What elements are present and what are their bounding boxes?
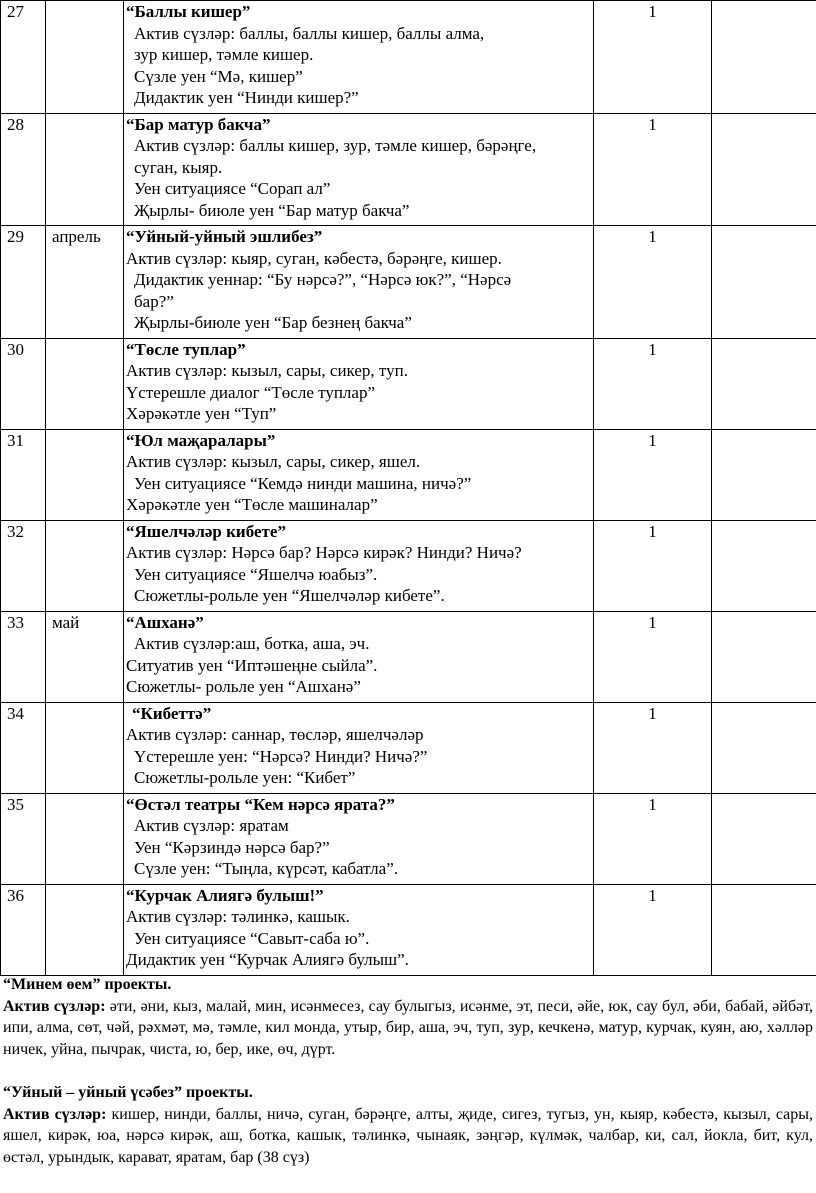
lesson-row <box>1 611 816 702</box>
lesson-hours: 1 <box>594 520 712 611</box>
lesson-line: Дидактик уен “Нинди кишер?” <box>134 88 359 107</box>
lesson-number: 32 <box>1 520 46 611</box>
lesson-topic <box>124 611 594 702</box>
lesson-notes <box>712 702 816 793</box>
lesson-topic <box>124 793 594 884</box>
lesson-line: Ситуатив уен “Иптәшеңне сыйла”. <box>126 655 378 675</box>
lesson-topic <box>124 429 594 520</box>
lesson-line: Уен ситуациясе “Сорап ал” <box>134 179 331 198</box>
lesson-topic <box>124 702 594 793</box>
lesson-line: Сюжетлы-рольле уен: “Кибет” <box>134 768 356 787</box>
lesson-row <box>1 1 816 114</box>
project-words <box>3 1104 813 1169</box>
lesson-number: 35 <box>1 793 46 884</box>
lesson-line: Актив сүзләр: кызыл, сары, сикер, яшел. <box>126 452 421 471</box>
lesson-title: “Курчак Алиягә булыш!” <box>126 885 324 905</box>
lesson-hours: 1 <box>594 338 712 429</box>
lesson-notes <box>712 793 816 884</box>
lesson-hours: 1 <box>594 226 712 339</box>
lesson-number: 31 <box>1 429 46 520</box>
lesson-hours: 1 <box>594 793 712 884</box>
lesson-line: Сүзле уен “Мә, кишер” <box>134 66 303 86</box>
lesson-title: “Кибеттә” <box>132 703 212 723</box>
lesson-notes <box>712 113 816 226</box>
lesson-notes <box>712 429 816 520</box>
lesson-line: Актив сүзләр: кызыл, сары, сикер, туп. <box>126 361 408 380</box>
lesson-month <box>46 429 124 520</box>
project-words-label: Актив сүзләр: <box>3 997 106 1015</box>
lesson-title: “Баллы кишер” <box>126 2 251 21</box>
lesson-month: апрель <box>46 226 124 339</box>
lesson-month: май <box>46 611 124 702</box>
lesson-number: 36 <box>1 884 46 975</box>
lesson-line: Актив сүзләр: саннар, төсләр, яшелчәләр <box>126 725 424 744</box>
lesson-line: Актив сүзләр: Нәрсә бар? Нәрсә кирәк? Нинди? Ничә? <box>126 543 522 562</box>
lesson-row <box>1 520 816 611</box>
lesson-month <box>46 113 124 226</box>
lesson-row <box>1 884 816 975</box>
lesson-notes <box>712 611 816 702</box>
projects-section <box>3 974 813 1168</box>
lesson-line: Актив сүзләр:аш, ботка, аша, эч. <box>134 634 370 653</box>
lesson-line: Хәрәкәтле уен “Төсле машиналар” <box>126 495 378 514</box>
project-words <box>3 996 813 1061</box>
lesson-topic <box>124 226 594 339</box>
lesson-row <box>1 702 816 793</box>
lesson-month <box>46 520 124 611</box>
project-words-list: әти, әни, кыз, малай, мин, исәнмесез, сау булыгыз, исәнме, эт, песи, әйе, юк, сау бул, әби, бабай, әйбәт, ипи, алма, сөт, чәй, рәхмәт, мә, тәмле, кил монда, утыр, бир, аша, эч, туп, зур, кечкенә, матур, курчак, куян, аю, хәлләр ничек, уйна, пычрак, чиста, ю, бер, ике, өч, дүрт. <box>3 997 814 1058</box>
project-words-label: Актив сүзләр: <box>3 1105 107 1123</box>
lesson-line: Уен ситуациясе “Кемдә нинди машина, ничә?” <box>134 473 472 493</box>
lesson-row <box>1 793 816 884</box>
lesson-topic <box>124 1 594 114</box>
lesson-notes <box>712 1 816 114</box>
lesson-line: Хәрәкәтле уен “Туп” <box>126 404 277 423</box>
project-words-list: кишер, нинди, баллы, ничә, суган, бәрәңге, алты, җиде, сигез, тугыз, ун, кыяр, кәбестә, кызыл, сары, яшел, кирәк, юа, нәрсә кирәк, аш, ботка, кашык, тәлинкә, чынаяк, зәңгәр, күлмәк, чалбар, ки, сал, йокла, бит, кул, өстәл, урындык, карават, яратам, бар (38 сүз) <box>3 1105 814 1166</box>
lesson-hours: 1 <box>594 611 712 702</box>
lesson-hours: 1 <box>594 884 712 975</box>
lesson-line: Сюжетлы- рольле уен “Ашханә” <box>126 677 361 696</box>
lesson-row <box>1 338 816 429</box>
lesson-row <box>1 429 816 520</box>
lesson-number: 30 <box>1 338 46 429</box>
lesson-line: Дидактик уеннар: “Бу нәрсә?”, “Нәрсә юк?”, “Нәрсә <box>134 270 512 289</box>
lesson-hours: 1 <box>594 702 712 793</box>
lesson-line: Актив сүзләр: кыяр, суган, кәбестә, бәрәңге, кишер. <box>126 248 502 268</box>
lesson-line: Җырлы-биюле уен “Бар безнең бакча” <box>134 313 412 332</box>
lesson-month <box>46 793 124 884</box>
lesson-title: “Төсле туплар” <box>126 339 246 359</box>
lesson-title: “Өстәл театры “Кем нәрсә ярата?” <box>126 794 395 814</box>
lesson-line: Дидактик уен “Курчак Алиягә булыш”. <box>126 950 409 969</box>
lesson-line: Сюжетлы-рольле уен “Яшелчәләр кибете”. <box>134 586 445 605</box>
lesson-line: Актив сүзләр: яратам <box>134 816 289 835</box>
lesson-title: “Ашханә” <box>126 612 204 632</box>
lesson-topic <box>124 884 594 975</box>
lesson-line: Сүзле уен: “Тыңла, күрсәт, кабатла”. <box>134 859 398 878</box>
lesson-number: 27 <box>1 1 46 114</box>
lesson-row <box>1 226 816 339</box>
lesson-notes <box>712 884 816 975</box>
lesson-row <box>1 113 816 226</box>
lesson-line: Актив сүзләр: баллы кишер, зур, тәмле кишер, бәрәңге, <box>134 136 537 155</box>
lesson-line: Үстерешле уен: “Нәрсә? Нинди? Ничә?” <box>134 746 428 766</box>
lesson-title: “Юл маҗаралары” <box>126 430 276 450</box>
lesson-month <box>46 884 124 975</box>
lesson-title: “Уйный-уйный эшлибез” <box>126 227 323 246</box>
lesson-topic <box>124 338 594 429</box>
lesson-line: Актив сүзләр: баллы, баллы кишер, баллы алма, <box>134 23 485 43</box>
lesson-topic <box>124 113 594 226</box>
lesson-title: “Бар матур бакча” <box>126 114 271 134</box>
lesson-month <box>46 702 124 793</box>
lesson-hours: 1 <box>594 1 712 114</box>
lesson-line: Җырлы- биюле уен “Бар матур бакча” <box>134 200 410 220</box>
lesson-number: 34 <box>1 702 46 793</box>
lesson-hours: 1 <box>594 113 712 226</box>
lesson-line: зур кишер, тәмле кишер. <box>134 45 314 64</box>
lesson-line: суган, кыяр. <box>134 157 223 177</box>
lesson-line: Актив сүзләр: тәлинкә, кашык. <box>126 907 350 926</box>
lesson-line: Уен ситуациясе “Савыт-саба ю”. <box>134 928 370 948</box>
project-title: “Минем өем” проекты. <box>3 976 172 993</box>
lesson-number: 33 <box>1 611 46 702</box>
lesson-notes <box>712 520 816 611</box>
lesson-title: “Яшелчәләр кибете” <box>126 521 286 541</box>
lesson-line: Уен ситуациясе “Яшелчә юабыз”. <box>134 564 378 584</box>
lesson-month <box>46 338 124 429</box>
lesson-notes <box>712 226 816 339</box>
lesson-line: бар?” <box>134 291 174 311</box>
lesson-number: 29 <box>1 226 46 339</box>
lesson-month <box>46 1 124 114</box>
lesson-hours: 1 <box>594 429 712 520</box>
lesson-number: 28 <box>1 113 46 226</box>
project-title: “Уйный – уйный үсәбез” проекты. <box>3 1084 253 1101</box>
lesson-topic <box>124 520 594 611</box>
lesson-notes <box>712 338 816 429</box>
lesson-line: Үстерешле диалог “Төсле туплар” <box>126 382 375 402</box>
lesson-line: Уен “Кәрзиндә нәрсә бар?” <box>134 837 330 857</box>
